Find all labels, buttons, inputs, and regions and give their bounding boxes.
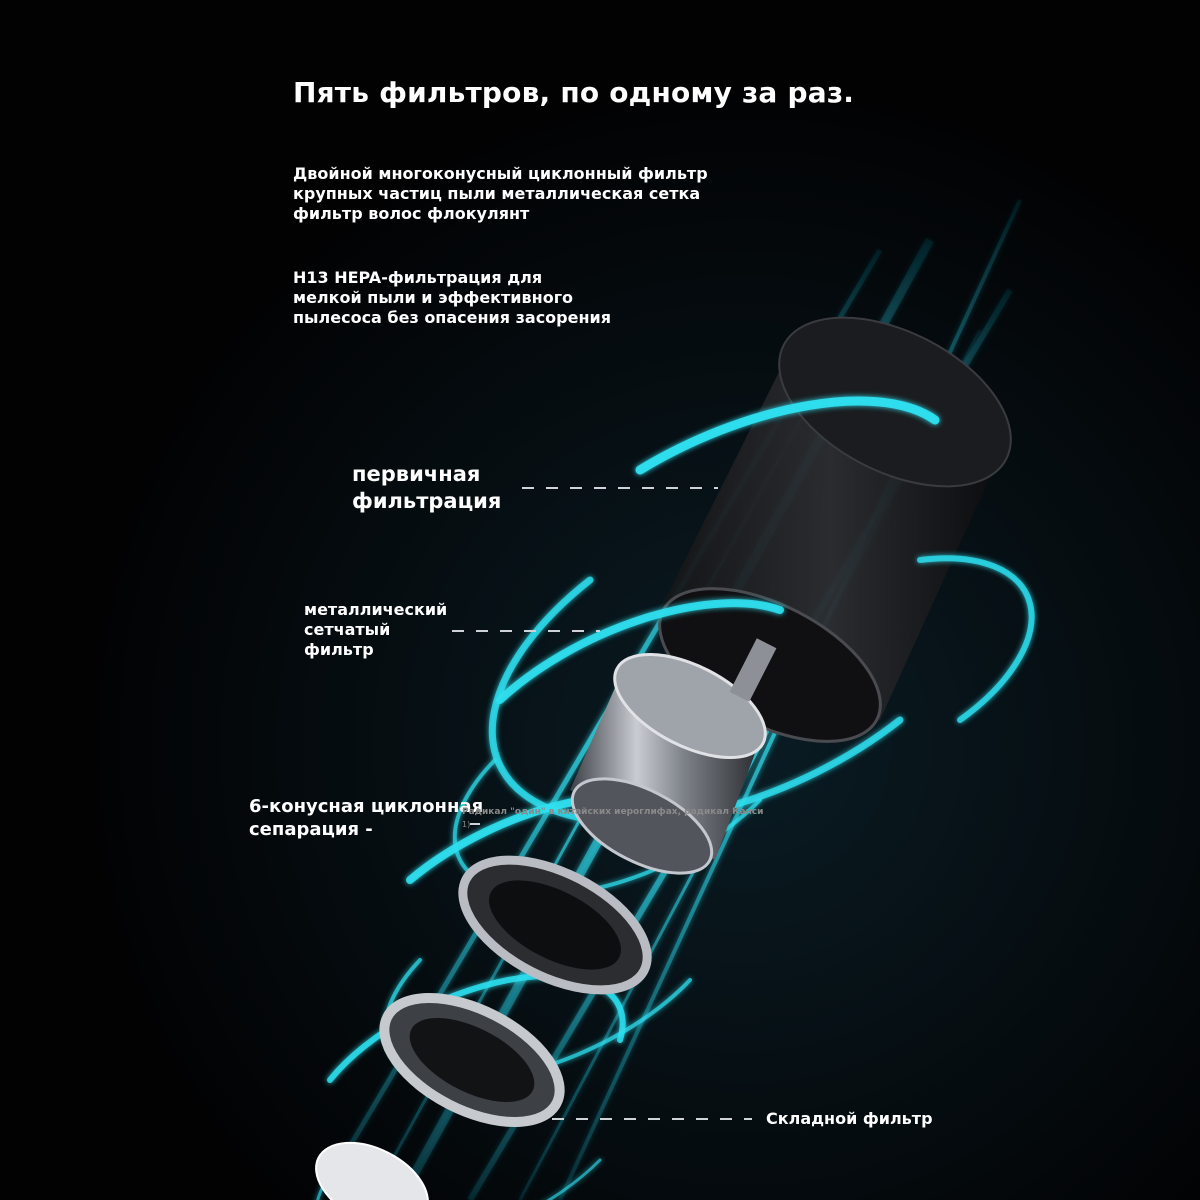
description-line: пылесоса без опасения засорения bbox=[293, 308, 612, 327]
label-line: металлический bbox=[304, 600, 448, 619]
description-line: мелкой пыли и эффективного bbox=[293, 288, 574, 307]
description-line: H13 HEPA-фильтрация для bbox=[293, 268, 543, 287]
footnote-sub: 1) bbox=[462, 820, 471, 829]
label-cyclone-separation bbox=[249, 795, 483, 841]
label-line: сетчатый bbox=[304, 620, 391, 639]
description-line: фильтр волос флокулянт bbox=[293, 204, 530, 223]
description-hepa bbox=[293, 268, 611, 328]
description-cyclone-filters bbox=[293, 164, 708, 224]
label-metal-mesh-filter bbox=[304, 600, 447, 660]
label-primary-filtration bbox=[352, 461, 501, 515]
description-line: Двойной многоконусный циклонный фильтр bbox=[293, 164, 708, 183]
footnote-text: Радикал "один" в китайских иероглифах, радикал Канси bbox=[462, 807, 764, 817]
label-line: фильтр bbox=[304, 640, 374, 659]
label-folding-filter: Складной фильтр bbox=[766, 1109, 933, 1128]
label-line: первичная bbox=[352, 462, 481, 486]
page-title: Пять фильтров, по одному за раз. bbox=[293, 76, 855, 109]
description-line: крупных частиц пыли металлическая сетка bbox=[293, 184, 701, 203]
label-line: сепарация - bbox=[249, 819, 373, 840]
label-line: фильтрация bbox=[352, 489, 502, 513]
label-line: 6-конусная циклонная bbox=[249, 796, 484, 817]
